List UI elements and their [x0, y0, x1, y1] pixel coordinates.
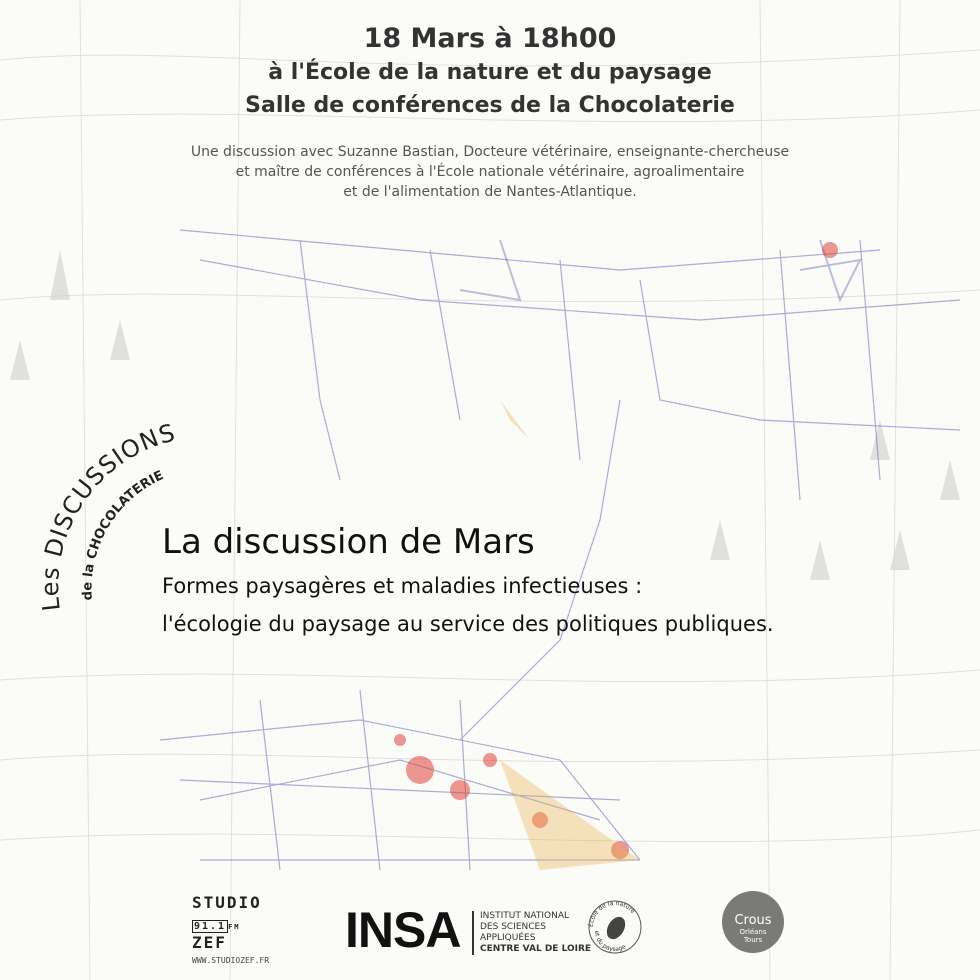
studio-frequency: 91.1	[194, 921, 227, 932]
event-header	[0, 22, 980, 122]
crous-line-2: Tours	[743, 936, 763, 944]
speaker-intro	[0, 142, 980, 202]
studio-label: STUDIO	[192, 893, 262, 912]
intro-line-3: et de l'alimentation de Nantes-Atlantique.	[343, 184, 637, 200]
studio-url: WWW.STUDIOZEF.FR	[192, 956, 270, 965]
insa-description	[472, 911, 591, 955]
insa-line-4: CENTRE VAL DE LOIRE	[480, 944, 592, 954]
event-room: Salle de conférences de la Chocolaterie	[245, 93, 735, 118]
crous-line-1: Orléans	[739, 928, 767, 936]
ecole-label-top: École de la nature	[587, 899, 637, 928]
crous-logo	[722, 891, 784, 953]
insa-line-3: APPLIQUÉES	[480, 933, 536, 943]
series-title: Les DISCUSSIONS	[36, 418, 179, 613]
studio-zef-logo	[192, 893, 282, 965]
insa-line-1: INSTITUT NATIONAL	[480, 911, 570, 921]
leaf-icon	[603, 914, 629, 943]
ecole-label-bottom: et du paysage	[592, 930, 628, 954]
studio-name: ZEF	[192, 933, 227, 952]
insa-line-2: DES SCIENCES	[480, 922, 546, 932]
discussion-subtitle-1: Formes paysagères et maladies infectieuses :	[162, 574, 643, 598]
sponsor-footer	[0, 885, 980, 975]
insa-logo: INSA	[345, 902, 461, 958]
ecole-nature-paysage-logo	[585, 895, 645, 955]
series-subtitle: de la CHOCOLATERIE	[80, 468, 167, 601]
event-date: 18 Mars à 18h00	[363, 23, 617, 54]
intro-line-2: et maître de conférences à l'École nationale vétérinaire, agroalimentaire	[235, 164, 745, 180]
event-venue: à l'École de la nature et du paysage	[268, 60, 712, 85]
discussion-title: La discussion de Mars	[162, 522, 535, 562]
studio-unit: FM	[228, 923, 241, 931]
discussion-subtitle-2: l'écologie du paysage au service des politiques publiques.	[162, 612, 774, 636]
crous-name: Crous	[734, 913, 772, 928]
intro-line-1: Une discussion avec Suzanne Bastian, Docteure vétérinaire, enseignante-chercheuse	[190, 144, 790, 160]
